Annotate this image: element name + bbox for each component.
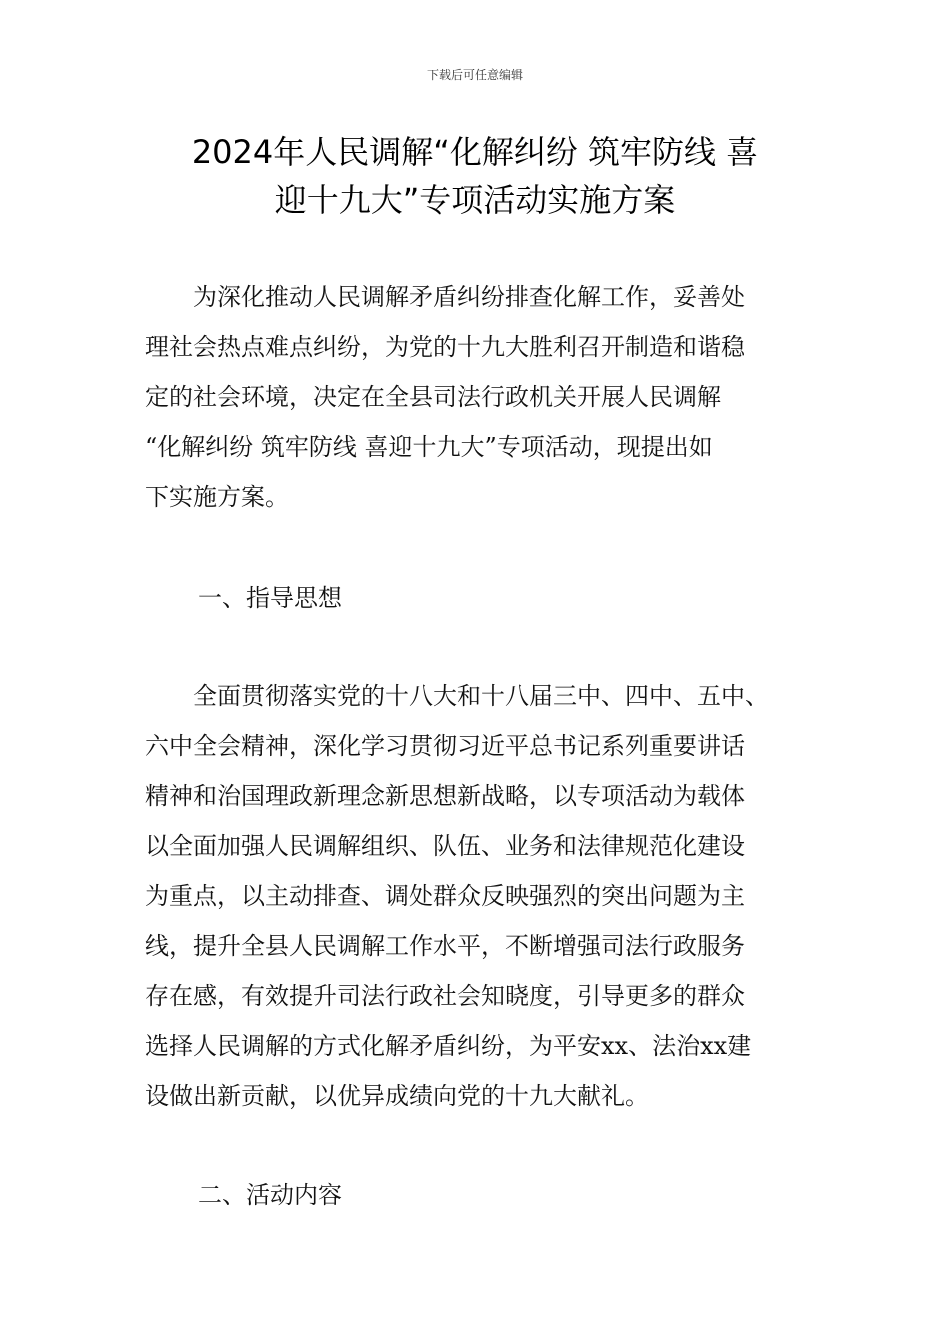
paragraph-line: 下实施方案。 (145, 483, 289, 511)
paragraph-line: 为重点，以主动排查、调处群众反映强烈的突出问题为主 (145, 882, 745, 910)
document-title (145, 128, 805, 224)
paragraph-line: 精神和治国理政新理念新思想新战略，以专项活动为载体 (145, 782, 745, 810)
title-line: 迎十九大”专项活动实施方案 (274, 181, 676, 219)
paragraph-line: 理社会热点难点纠纷，为党的十九大胜利召开制造和谐稳 (145, 333, 745, 361)
section-heading-activity-content: 二、活动内容 (198, 1181, 342, 1209)
section-heading-guiding-ideology: 一、指导思想 (198, 584, 342, 612)
header-note: 下载后可任意编辑 (426, 68, 523, 82)
paragraph-line: 设做出新贡献，以优异成绩向党的十九大献礼。 (145, 1082, 649, 1110)
paragraph-line: “化解纠纷 筑牢防线 喜迎十九大”专项活动，现提出如 (145, 433, 713, 461)
paragraph-line: 为深化推动人民调解矛盾纠纷排查化解工作，妥善处 (145, 283, 745, 311)
intro-paragraph (145, 272, 805, 522)
paragraph-line: 定的社会环境，决定在全县司法行政机关开展人民调解 (145, 383, 721, 411)
paragraph-line: 六中全会精神，深化学习贯彻习近平总书记系列重要讲话 (145, 732, 745, 760)
section1-paragraph (145, 671, 805, 1121)
paragraph-line: 全面贯彻落实党的十八大和十八届三中、四中、五中、 (145, 682, 769, 710)
paragraph-line: 线，提升全县人民调解工作水平，不断增强司法行政服务 (145, 932, 745, 960)
title-line: 2024年人民调解“化解纠纷 筑牢防线 喜 (191, 133, 759, 171)
paragraph-line: 以全面加强人民调解组织、队伍、业务和法律规范化建设 (145, 832, 745, 860)
paragraph-line: 存在感，有效提升司法行政社会知晓度，引导更多的群众 (145, 982, 745, 1010)
paragraph-line: 选择人民调解的方式化解矛盾纠纷，为平安xx、法治xx建 (145, 1032, 752, 1060)
